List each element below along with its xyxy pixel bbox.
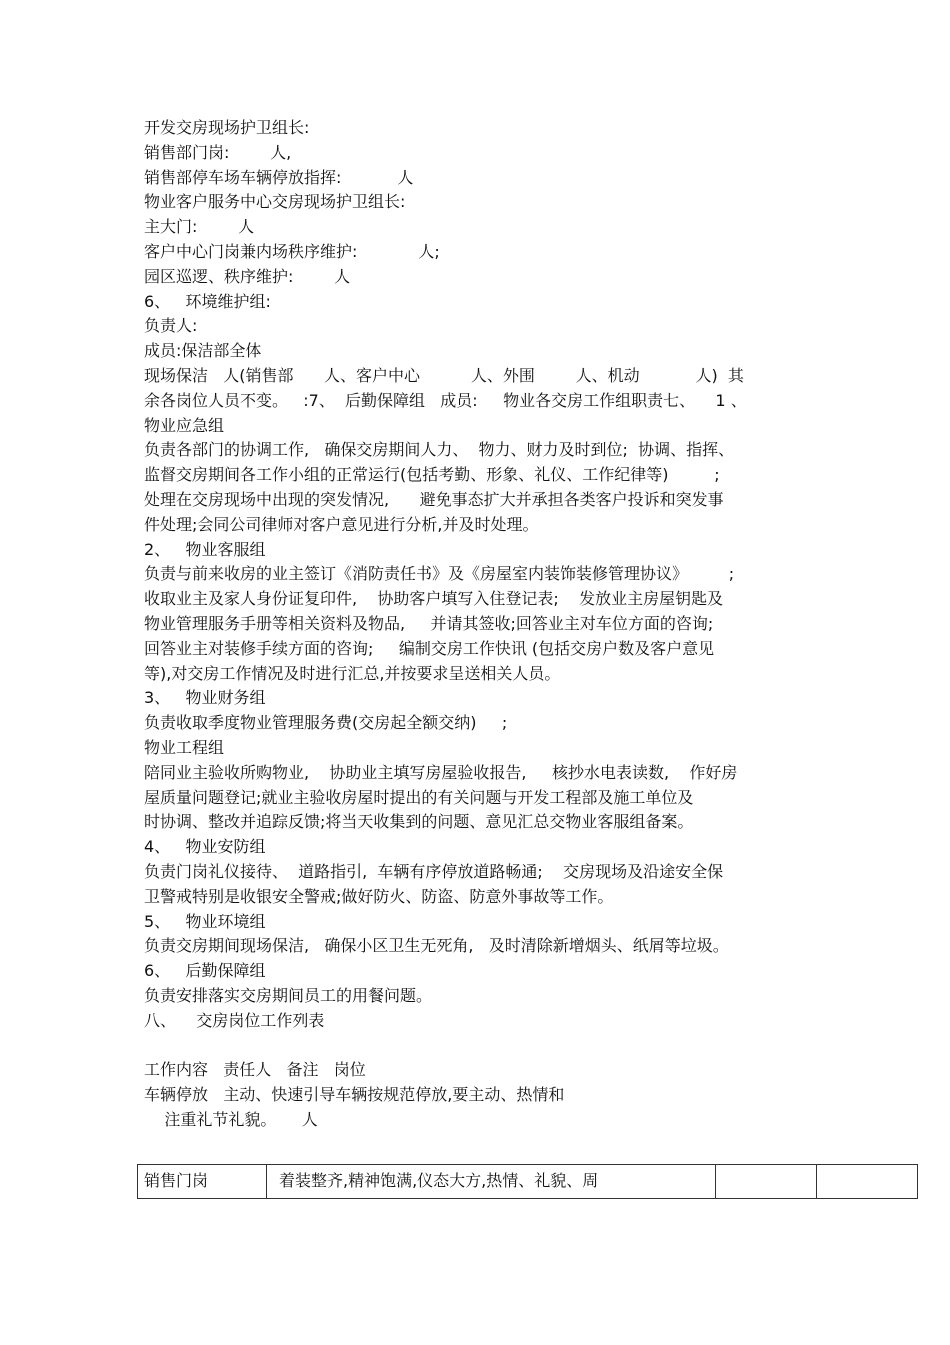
text-line: 处理在交房现场中出现的突发情况, 避免事态扩大并承担各类客户投诉和突发事 — [144, 489, 724, 509]
text-line: 负责安排落实交房期间员工的用餐问题。 — [144, 985, 433, 1005]
table-cell-requirement: 着装整齐,精神饱满,仪态大方,热情、礼貌、周 — [267, 1165, 716, 1199]
section-heading: 物业应急组 — [144, 415, 225, 435]
text-line: 主大门: 人 — [144, 217, 255, 237]
section-heading: 3、 物业财务组 — [144, 688, 266, 708]
text-line: 陪同业主验收所购物业, 协助业主填写房屋验收报告, 核抄水电表读数, 作好房 — [144, 762, 738, 782]
text-line: 物业管理服务手册等相关资料及物品, 并请其签收;回答业主对车位方面的咨询; — [144, 613, 714, 633]
text-line: 客户中心门岗兼内场秩序维护: 人; — [144, 241, 440, 261]
text-line: 开发交房现场护卫组长: — [144, 118, 310, 137]
text-line: 监督交房期间各工作小组的正常运行(包括考勤、形象、礼仪、工作纪律等) ; — [144, 465, 720, 485]
text-line: 等),对交房工作情况及时进行汇总,并按要求呈送相关人员。 — [144, 663, 561, 683]
text-line: 物业客户服务中心交房现场护卫组长: — [144, 192, 406, 212]
post-duty-table-wrapper — [137, 1164, 912, 1198]
table-row — [138, 1165, 918, 1199]
text-line: 负责与前来收房的业主签订《消防责任书》及《房屋室内装饰装修管理协议》 ; — [144, 564, 735, 584]
table-cell-empty — [716, 1165, 817, 1199]
section-heading: 八、 交房岗位工作列表 — [144, 1010, 325, 1030]
text-line: 件处理;会同公司律师对客户意见进行分析,并及时处理。 — [144, 514, 539, 534]
text-line: 收取业主及家人身份证复印件, 协助客户填写入住登记表; 发放业主房屋钥匙及 — [144, 589, 724, 609]
text-line: 负责人: — [144, 316, 198, 336]
text-line: 成员:保洁部全体 — [144, 341, 262, 361]
text-line: 负责收取季度物业管理服务费(交房起全额交纳) ; — [144, 713, 508, 733]
list-header: 工作内容 责任人 备注 岗位 — [144, 1060, 366, 1080]
text-line: 屋质量问题登记;就业主验收房屋时提出的有关问题与开发工程部及施工单位及 — [144, 787, 694, 807]
text-line: 园区巡逻、秩序维护: 人 — [144, 266, 351, 286]
text-line: 回答业主对装修手续方面的咨询; 编制交房工作快讯 (包括交房户数及客户意见 — [144, 638, 715, 658]
table-cell-post: 销售门岗 — [138, 1165, 267, 1199]
table-cell-empty — [817, 1165, 918, 1199]
blank-line — [144, 1033, 814, 1058]
post-duty-table — [137, 1164, 918, 1199]
list-row: 车辆停放 主动、快速引导车辆按规范停放,要主动、热情和 — [144, 1085, 565, 1105]
text-line: 卫警戒特别是收银安全警戒;做好防火、防盗、防意外事故等工作。 — [144, 886, 614, 906]
section-heading: 物业工程组 — [144, 737, 225, 757]
document-body — [144, 116, 814, 1133]
text-line: 负责门岗礼仪接待、 道路指引, 车辆有序停放道路畅通; 交房现场及沿途安全保 — [144, 861, 724, 881]
text-line: 时协调、整改并追踪反馈;将当天收集到的问题、意见汇总交物业客服组备案。 — [144, 812, 694, 832]
section-heading: 6、 后勤保障组 — [144, 961, 266, 981]
text-line: 销售部门岗: 人, — [144, 142, 292, 162]
section-heading: 5、 物业环境组 — [144, 911, 266, 931]
section-heading: 4、 物业安防组 — [144, 837, 266, 857]
section-heading: 2、 物业客服组 — [144, 539, 266, 559]
section-heading: 6、 环境维护组: — [144, 291, 271, 311]
text-line: 负责交房期间现场保洁, 确保小区卫生无死角, 及时清除新增烟头、纸屑等垃圾。 — [144, 936, 729, 956]
text-line: 现场保洁 人(销售部 人、客户中心 人、外围 人、机动 人) 其 — [144, 365, 744, 385]
list-row-continuation: 注重礼节礼貌。 人 — [144, 1109, 318, 1129]
text-line: 负责各部门的协调工作, 确保交房期间人力、 物力、财力及时到位; 协调、指挥、 — [144, 440, 735, 460]
text-line: 销售部停车场车辆停放指挥: 人 — [144, 167, 414, 187]
text-line: 余各岗位人员不变。 :7、 后勤保障组 成员: 物业各交房工作组职责七、 1 、 — [144, 390, 747, 410]
